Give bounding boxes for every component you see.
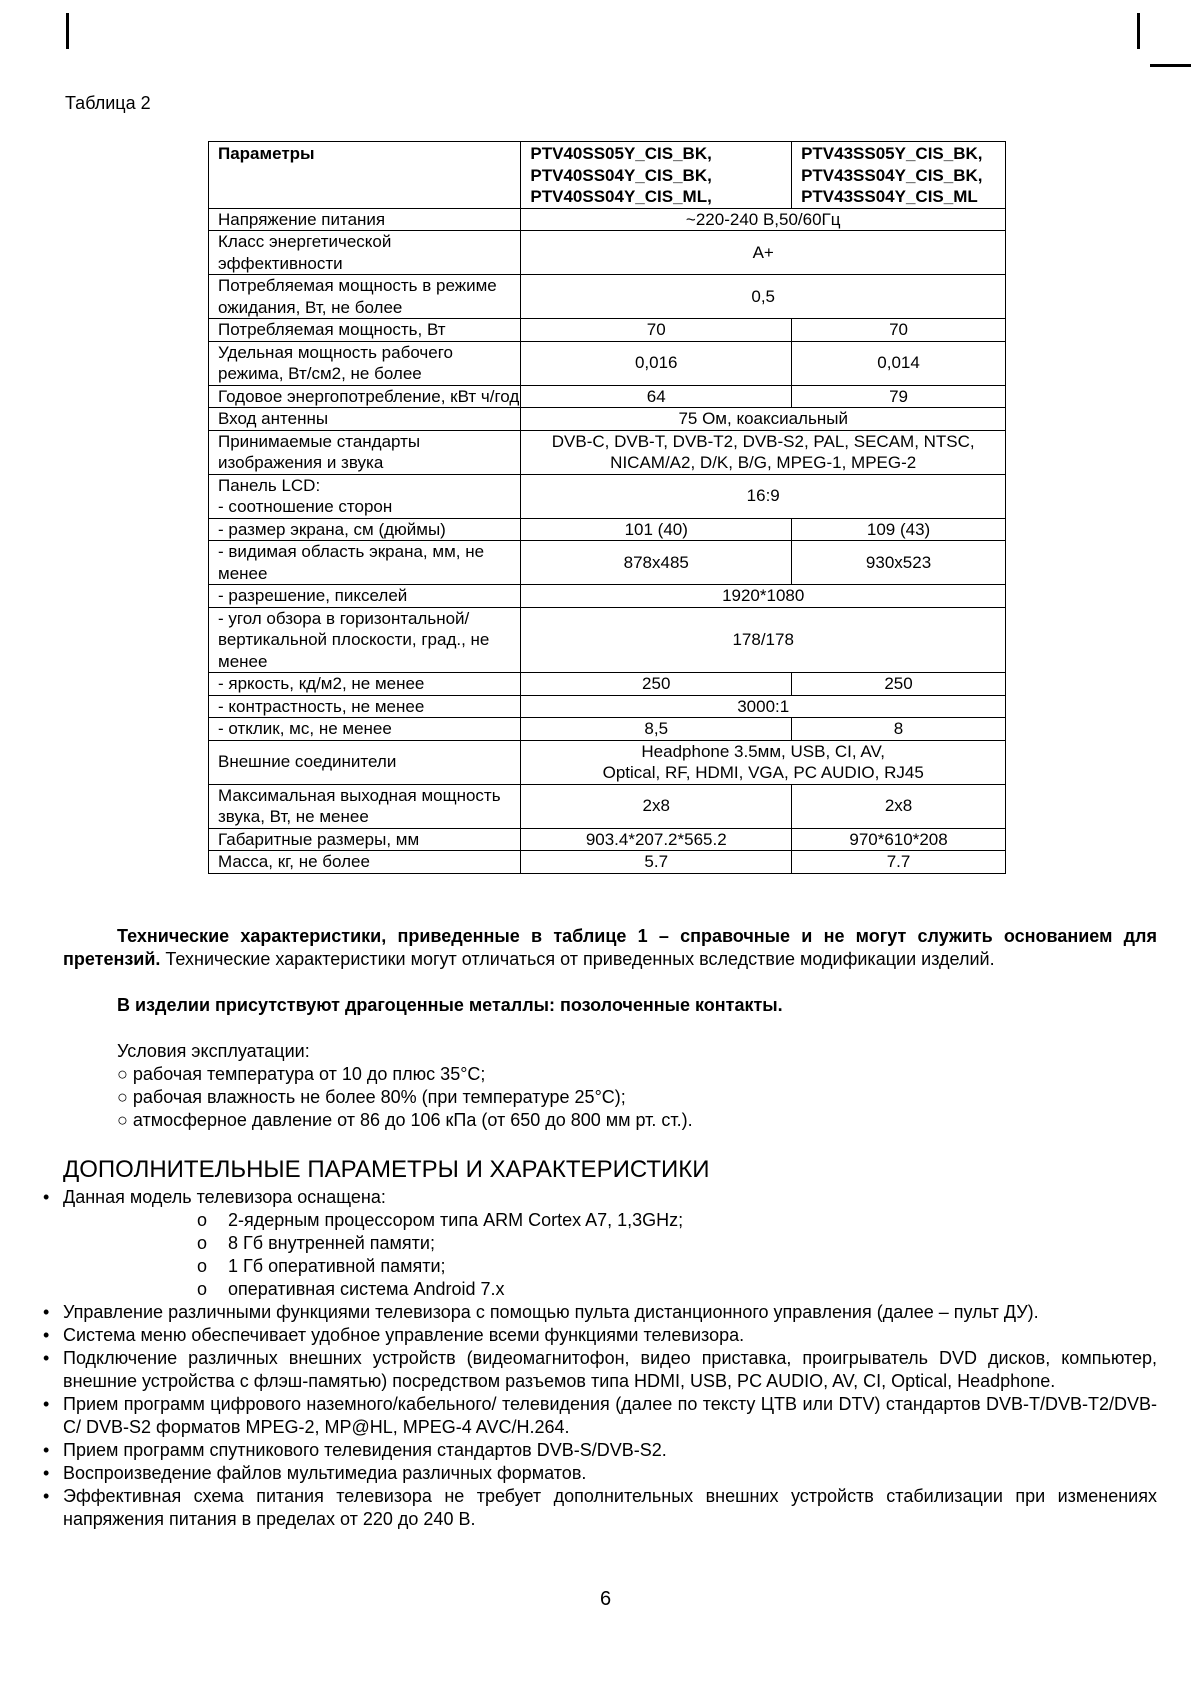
row-value: 8,5: [521, 718, 792, 741]
precious-metals-note: [63, 994, 1157, 1017]
table-row: [209, 208, 1006, 231]
operating-conditions: [117, 1040, 693, 1132]
row-label: Класс энергетической эффективности: [209, 231, 521, 275]
table-row: [209, 673, 1006, 696]
row-value: 0,5: [521, 275, 1006, 319]
features-list: [43, 1186, 1157, 1531]
row-value: 5.7: [521, 851, 792, 874]
row-value: DVB-C, DVB-T, DVB-T2, DVB-S2, PAL, SECAM, NTSC, NICAM/A2, D/K, B/G, MPEG-1, MPEG-2: [521, 430, 1006, 474]
row-value: 178/178: [521, 607, 1006, 673]
table-row: [209, 385, 1006, 408]
row-label: Принимаемые стандарты изображения и звука: [209, 430, 521, 474]
row-value: 2x8: [792, 784, 1006, 828]
table-row: [209, 319, 1006, 342]
row-label: Напряжение питания: [209, 208, 521, 231]
table-row: [209, 430, 1006, 474]
row-value: 0,016: [521, 341, 792, 385]
row-value: 930x523: [792, 541, 1006, 585]
crop-mark-right-horizontal: [1150, 64, 1191, 67]
list-item-text: Данная модель телевизора оснащена:: [63, 1187, 386, 1207]
table-row: [209, 740, 1006, 784]
disclaimer-text: Технические характеристики могут отличаться от приведенных вследствие модификации изделий.: [160, 949, 995, 969]
page-number: 6: [600, 1588, 612, 1610]
row-label: - видимая область экрана, мм, не менее: [209, 541, 521, 585]
table-row: [209, 695, 1006, 718]
row-label: - угол обзора в горизонтальной/вертикальной плоскости, град., не менее: [209, 607, 521, 673]
table-row: [209, 408, 1006, 431]
list-item: • Прием программ спутникового телевидения стандартов DVB-S/DVB-S2.: [43, 1439, 1157, 1462]
row-label: - контрастность, не менее: [209, 695, 521, 718]
row-label: Масса, кг, не более: [209, 851, 521, 874]
row-value: 3000:1: [521, 695, 1006, 718]
table-row: [209, 607, 1006, 673]
sub-list: [63, 1209, 1157, 1301]
list-item: • Подключение различных внешних устройств (видеомагнитофон, видео приставка, проигрыватель DVD дисков, компьютер, внешние устройства с флэш-памятью) посредством разъемов типа HDMI, USB, PC AUDIO, AV, CI, Optical, Headphone.: [43, 1347, 1157, 1393]
list-item: • Управление различными функциями телевизора с помощью пульта дистанционного управления (далее – пульт ДУ).: [43, 1301, 1157, 1324]
row-value: 2x8: [521, 784, 792, 828]
table-row: [209, 541, 1006, 585]
row-value: A+: [521, 231, 1006, 275]
table-row: [209, 585, 1006, 608]
sub-item: o 1 Гб оперативной памяти;: [63, 1255, 1157, 1278]
row-value: 70: [792, 319, 1006, 342]
row-label: Максимальная выходная мощность звука, Вт, не менее: [209, 784, 521, 828]
list-item: [43, 1186, 1157, 1301]
precious-metals-text: В изделии присутствуют драгоценные металлы: позолоченные контакты.: [117, 995, 783, 1015]
row-label: Внешние соединители: [209, 740, 521, 784]
table-row: [209, 231, 1006, 275]
specs-table: [208, 141, 1006, 874]
row-value: 903.4*207.2*565.2: [521, 828, 792, 851]
header-model-40: PTV40SS05Y_CIS_BK, PTV40SS04Y_CIS_BK, PTV40SS04Y_CIS_ML,: [521, 142, 792, 209]
sub-item: o оперативная система Android 7.x: [63, 1278, 1157, 1301]
list-item: • Система меню обеспечивает удобное управление всеми функциями телевизора.: [43, 1324, 1157, 1347]
row-value: 70: [521, 319, 792, 342]
table-row: [209, 518, 1006, 541]
row-value: 970*610*208: [792, 828, 1006, 851]
condition-item: ○ атмосферное давление от 86 до 106 кПа (от 650 до 800 мм рт. ст.).: [117, 1110, 693, 1130]
row-value: 1920*1080: [521, 585, 1006, 608]
row-label: Удельная мощность рабочего режима, Вт/см2, не более: [209, 341, 521, 385]
table-row: [209, 828, 1006, 851]
row-value: 101 (40): [521, 518, 792, 541]
header-model-43: PTV43SS05Y_CIS_BK, PTV43SS04Y_CIS_BK, PTV43SS04Y_CIS_ML: [792, 142, 1006, 209]
conditions-title: Условия эксплуатации:: [117, 1041, 310, 1061]
row-value: 250: [792, 673, 1006, 696]
table-row: [209, 784, 1006, 828]
row-value: 75 Ом, коаксиальный: [521, 408, 1006, 431]
disclaimer-bold: Технические характеристики, приведенные в таблице 1 – справочные и не могут служить основанием для претензий.: [63, 926, 1157, 969]
list-item: • Воспроизведение файлов мультимедиа различных форматов.: [43, 1462, 1157, 1485]
table-row: [209, 275, 1006, 319]
crop-mark-left: [66, 13, 69, 49]
row-label: Потребляемая мощность в режиме ожидания, Вт, не более: [209, 275, 521, 319]
row-value: 16:9: [521, 474, 1006, 518]
row-value: 8: [792, 718, 1006, 741]
row-value: 79: [792, 385, 1006, 408]
row-value: 109 (43): [792, 518, 1006, 541]
row-label: Габаритные размеры, мм: [209, 828, 521, 851]
table-caption: Таблица 2: [65, 93, 151, 113]
section-heading: ДОПОЛНИТЕЛЬНЫЕ ПАРАМЕТРЫ И ХАРАКТЕРИСТИКИ: [63, 1156, 710, 1183]
row-value: Headphone 3.5мм, USB, CI, AV, Optical, RF, HDMI, VGA, PC AUDIO, RJ45: [521, 740, 1006, 784]
row-label: Годовое энергопотребление, кВт ч/год: [209, 385, 521, 408]
disclaimer-paragraph: [63, 925, 1157, 971]
row-label: - яркость, кд/м2, не менее: [209, 673, 521, 696]
crop-mark-right: [1137, 13, 1140, 49]
row-value: 250: [521, 673, 792, 696]
header-parameters: Параметры: [209, 142, 521, 209]
row-label: - отклик, мс, не менее: [209, 718, 521, 741]
row-value: 7.7: [792, 851, 1006, 874]
list-item: • Прием программ цифрового наземного/кабельного/ телевидения (далее по тексту ЦТВ или DTV) стандартов DVB-T/DVB-T2/DVB-C/ DVB-S2 форматов MPEG-2, MP@HL, MPEG-4 AVC/H.264.: [43, 1393, 1157, 1439]
row-label: Потребляемая мощность, Вт: [209, 319, 521, 342]
table-row: [209, 474, 1006, 518]
row-value: 64: [521, 385, 792, 408]
condition-item: ○ рабочая влажность не более 80% (при температуре 25°С);: [117, 1087, 626, 1107]
row-label: Панель LCD: - соотношение сторон: [209, 474, 521, 518]
table-row: [209, 718, 1006, 741]
condition-item: ○ рабочая температура от 10 до плюс 35°С;: [117, 1064, 486, 1084]
sub-item: o 2-ядерным процессором типа ARM Cortex A7, 1,3GHz;: [63, 1209, 1157, 1232]
sub-item: o 8 Гб внутренней памяти;: [63, 1232, 1157, 1255]
row-value: ~220-240 В,50/60Гц: [521, 208, 1006, 231]
row-label: - разрешение, пикселей: [209, 585, 521, 608]
table-header-row: [209, 142, 1006, 209]
row-label: - размер экрана, см (дюймы): [209, 518, 521, 541]
row-value: 0,014: [792, 341, 1006, 385]
list-item: • Эффективная схема питания телевизора не требует дополнительных внешних устройств стабилизации при изменениях напряжения питания в пределах от 220 до 240 В.: [43, 1485, 1157, 1531]
table-row: [209, 341, 1006, 385]
row-label: Вход антенны: [209, 408, 521, 431]
table-row: [209, 851, 1006, 874]
row-value: 878x485: [521, 541, 792, 585]
